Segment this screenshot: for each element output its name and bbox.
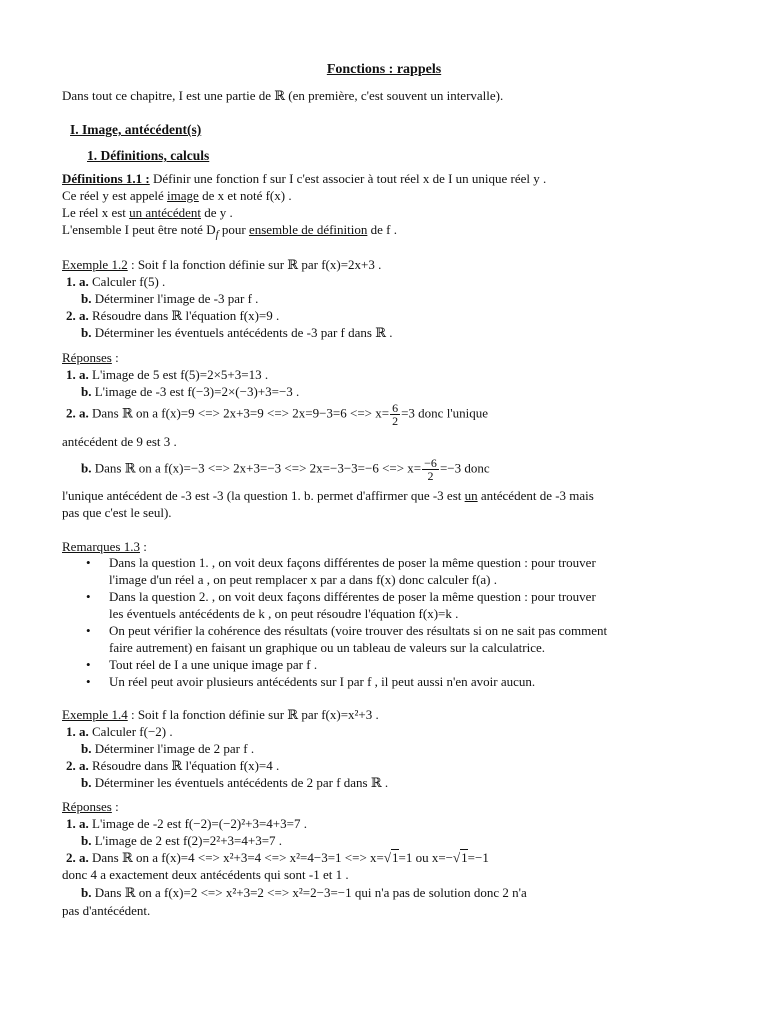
text: =−1 — [467, 850, 489, 865]
answers-heading — [62, 798, 119, 815]
answer-2a — [66, 402, 488, 427]
question-2a — [66, 307, 279, 324]
answer-number: 1. a. — [66, 816, 89, 831]
text: Le réel x est — [62, 205, 130, 220]
text: L'image de 5 est f(5)=2×5+3=13 . — [88, 367, 269, 382]
remark-2-line-2: les éventuels antécédents de k , on peut résoudre l'équation f(x)=k . — [109, 606, 459, 621]
remark-1-line-1: Dans la question 1. , on voit deux façons différentes de poser la même question : pour trouver — [109, 555, 596, 570]
text: : — [139, 539, 147, 554]
text: Dans ℝ on a f(x)=2 <=> x²+3=2 <=> x²=2−3=−1 qui n'a pas de solution donc 2 n'a — [91, 885, 527, 900]
text: L'ensemble I peut être noté D — [62, 222, 216, 237]
answers-heading — [62, 349, 119, 366]
definition-line-4 — [62, 221, 397, 244]
denominator: 2 — [427, 469, 434, 483]
text: Dans ℝ on a f(x)=9 <=> 2x+3=9 <=> 2x=9−3=6 <=> x= — [88, 405, 390, 421]
answer-number: 2. a. — [66, 850, 89, 865]
remark-3-line-2: faire autrement) en faisant un graphique ou un tableau de valeurs sur la calculatrice. — [109, 640, 546, 655]
text: de x et noté f(x) . — [198, 188, 292, 203]
text: L'image de -3 est f(−3)=2×(−3)+3=−3 . — [91, 384, 300, 399]
remarks-heading — [62, 538, 147, 555]
question-1b — [81, 290, 258, 307]
answer-1a — [66, 815, 307, 832]
remark-1-line-2: l'image d'un réel a , on peut remplacer x par a dans f(x) donc calculer f(a) . — [109, 572, 498, 587]
text: L'image de 2 est f(2)=2²+3=4+3=7 . — [91, 833, 283, 848]
answer-1a — [66, 366, 268, 383]
answers-label: Réponses — [62, 350, 112, 365]
answer-2b-continued-1 — [62, 487, 594, 504]
text: : — [111, 799, 119, 814]
definition-line-3 — [62, 204, 233, 221]
text: Calculer f(−2) . — [88, 724, 173, 739]
text: Dans ℝ on a f(x)=−3 <=> 2x+3=−3 <=> 2x=−3−3=−6 <=> x= — [91, 460, 422, 476]
remark-2-line-1: Dans la question 2. , on voit deux façons différentes de poser la même question : pour trouver — [109, 589, 596, 604]
text: =−3 donc — [439, 460, 490, 476]
answer-2a-continued: antécédent de 9 est 3 . — [62, 434, 177, 449]
term-domain: ensemble de définition — [248, 222, 368, 237]
text: de f . — [367, 222, 397, 237]
bullet-icon: • — [86, 657, 91, 672]
bullet-icon: • — [86, 623, 91, 638]
remarks-label: Remarques 1.3 — [62, 539, 140, 554]
text: Ce réel y est appelé — [62, 188, 168, 203]
text: Résoudre dans ℝ l'équation f(x)=9 . — [88, 308, 280, 323]
answer-2b-continued-2: pas que c'est le seul). — [62, 505, 172, 520]
question-number: 1. a. — [66, 724, 89, 739]
numerator: −6 — [424, 456, 437, 470]
text: antécédent de -3 mais — [477, 488, 594, 503]
answer-1b — [81, 832, 282, 849]
answer-2a-continued: donc 4 a exactement deux antécédents qui sont -1 et 1 . — [62, 867, 349, 882]
question-number: 2. a. — [66, 758, 89, 773]
example-1-4-heading — [62, 706, 379, 723]
answer-2a — [66, 849, 489, 866]
page-title: Fonctions : rappels — [326, 62, 442, 77]
question-number: b. — [81, 775, 92, 790]
text: Déterminer l'image de -3 par f . — [91, 291, 259, 306]
square-root-radicand: 1 — [392, 850, 399, 865]
text: Dans ℝ on a f(x)=4 <=> x²+3=4 <=> x²=4−3=1 <=> x=√ — [88, 850, 392, 865]
definition-line-1 — [62, 170, 546, 187]
question-2b — [81, 324, 393, 341]
answer-number: b. — [81, 833, 92, 848]
remark-3-line-1: On peut vérifier la cohérence des résultats (voire trouver des résultats si on ne sait pas comment — [109, 623, 608, 638]
term-image: image — [167, 188, 199, 203]
text: : Soit f la fonction définie sur ℝ par f(x)=x²+3 . — [127, 707, 379, 722]
question-number: 1. a. — [66, 274, 89, 289]
answer-2b — [81, 457, 490, 482]
answer-2b-continued: pas d'antécédent. — [62, 903, 151, 918]
text: : Soit f la fonction définie sur ℝ par f(x)=2x+3 . — [127, 257, 382, 272]
bullet-icon: • — [86, 674, 91, 689]
text: Calculer f(5) . — [88, 274, 166, 289]
definition-line-2 — [62, 187, 292, 204]
text: : — [111, 350, 119, 365]
question-1b — [81, 740, 254, 757]
question-number: b. — [81, 291, 92, 306]
question-number: b. — [81, 741, 92, 756]
definition-label: Définitions 1.1 : — [62, 171, 150, 186]
bullet-icon: • — [86, 589, 91, 604]
numerator: 6 — [392, 401, 399, 415]
intro-paragraph: Dans tout ce chapitre, I est une partie de ℝ (en première, c'est souvent un intervalle). — [62, 88, 504, 103]
example-label: Exemple 1.4 — [62, 707, 128, 722]
answer-number: b. — [81, 460, 92, 476]
subsection-heading: 1. Définitions, calculs — [87, 148, 210, 163]
underlined-word: un — [464, 488, 478, 503]
text: l'unique antécédent de -3 est -3 (la question 1. b. permet d'affirmer que -3 est — [62, 488, 465, 503]
text: Déterminer les éventuels antécédents de 2 par f dans ℝ . — [91, 775, 389, 790]
answer-number: b. — [81, 384, 92, 399]
answer-1b — [81, 383, 299, 400]
example-label: Exemple 1.2 — [62, 257, 128, 272]
answer-2b — [81, 884, 527, 901]
definition-text: Définir une fonction f sur I c'est associer à tout réel x de I un unique réel y . — [153, 171, 547, 186]
text: pour — [218, 222, 249, 237]
answer-number: 2. a. — [66, 405, 89, 421]
fraction — [422, 457, 439, 482]
text: Résoudre dans ℝ l'équation f(x)=4 . — [88, 758, 280, 773]
answer-number: b. — [81, 885, 92, 900]
answer-number: 1. a. — [66, 367, 89, 382]
subscript-f: f — [215, 228, 219, 241]
fraction — [390, 402, 400, 427]
text: de y . — [200, 205, 233, 220]
remark-5: Un réel peut avoir plusieurs antécédents sur I par f , il peut aussi n'en avoir aucun. — [109, 674, 536, 689]
question-number: b. — [81, 325, 92, 340]
bullet-icon: • — [86, 555, 91, 570]
text: Déterminer les éventuels antécédents de -3 par f dans ℝ . — [91, 325, 393, 340]
question-2a — [66, 757, 279, 774]
question-2b — [81, 774, 388, 791]
example-1-2-heading — [62, 256, 381, 273]
answers-label: Réponses — [62, 799, 112, 814]
question-number: 2. a. — [66, 308, 89, 323]
question-1a — [66, 273, 165, 290]
term-antecedent: un antécédent — [129, 205, 201, 220]
denominator: 2 — [392, 414, 399, 428]
section-heading: I. Image, antécédent(s) — [70, 122, 202, 137]
square-root-radicand: 1 — [461, 850, 468, 865]
text: L'image de -2 est f(−2)=(−2)²+3=4+3=7 . — [88, 816, 307, 831]
question-1a — [66, 723, 173, 740]
remark-4: Tout réel de I a une unique image par f . — [109, 657, 318, 672]
text: =1 ou x=−√ — [398, 850, 461, 865]
text: =3 donc l'unique — [401, 405, 489, 421]
text: Déterminer l'image de 2 par f . — [91, 741, 255, 756]
